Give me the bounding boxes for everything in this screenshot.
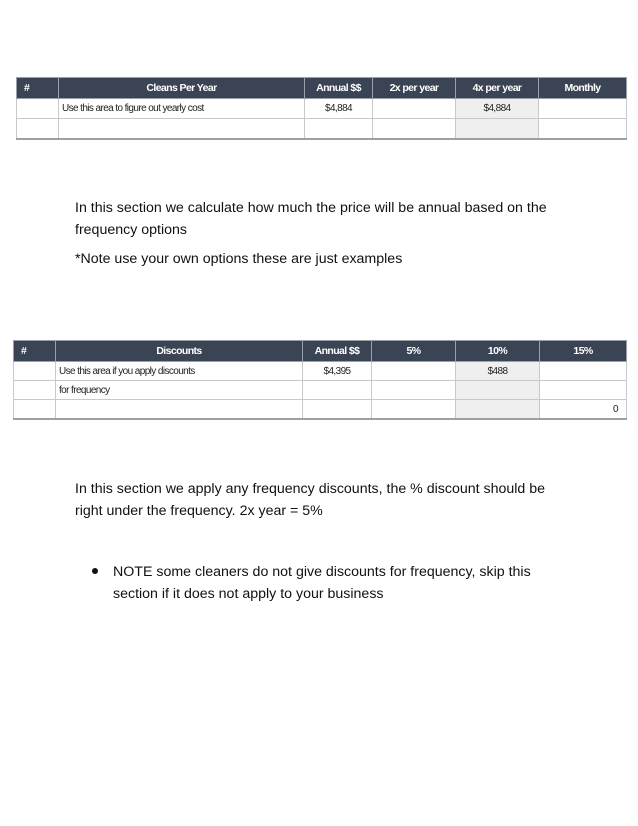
row-description-cell: Use this area to figure out yearly cost xyxy=(59,99,305,119)
table-header-row xyxy=(14,341,627,362)
table-cell xyxy=(372,400,456,420)
table-cell xyxy=(303,400,372,420)
ten-percent-value-cell: $488 xyxy=(456,362,540,381)
cleans-per-year-table xyxy=(16,77,627,140)
column-header-annual: Annual $$ xyxy=(305,78,373,99)
table-cell xyxy=(14,400,56,420)
table-cell xyxy=(539,99,627,119)
column-header-discounts: Discounts xyxy=(56,341,303,362)
table-row xyxy=(14,400,627,420)
table-cell xyxy=(305,119,373,140)
table-cell xyxy=(456,400,540,420)
discount-explanation-paragraph: In this section we apply any frequency discounts, the % discount should be right under the frequency. 2x year = 5% xyxy=(75,481,546,519)
table-cell xyxy=(14,362,56,381)
table-cell xyxy=(17,119,59,140)
column-header-5-percent: 5% xyxy=(372,341,456,362)
column-header-15-percent: 15% xyxy=(540,341,627,362)
column-header-2x-per-year: 2x per year xyxy=(373,78,456,99)
column-header-4x-per-year: 4x per year xyxy=(456,78,539,99)
table-cell xyxy=(303,381,372,400)
table-cell xyxy=(56,400,303,420)
table-cell xyxy=(540,362,627,381)
column-header-annual: Annual $$ xyxy=(303,341,372,362)
bullet-icon xyxy=(92,568,98,574)
four-x-value-cell: $4,884 xyxy=(456,99,539,119)
table-row xyxy=(17,99,627,119)
table-cell xyxy=(539,119,627,140)
table-cell xyxy=(372,381,456,400)
column-header-cleans-per-year: Cleans Per Year xyxy=(59,78,305,99)
table-row xyxy=(14,362,627,381)
table-cell xyxy=(456,119,539,140)
table-cell xyxy=(17,99,59,119)
row-description-cell: for frequency xyxy=(56,381,303,400)
table-cell xyxy=(373,99,456,119)
fifteen-percent-value-cell: 0 xyxy=(540,400,627,420)
column-header-monthly: Monthly xyxy=(539,78,627,99)
table-cell xyxy=(456,381,540,400)
table-cell xyxy=(14,381,56,400)
table-header-row xyxy=(17,78,627,99)
row-description-cell: Use this area if you apply discounts xyxy=(56,362,303,381)
discounts-table xyxy=(13,340,627,420)
table-cell xyxy=(372,362,456,381)
table-cell xyxy=(373,119,456,140)
example-note-paragraph: *Note use your own options these are just examples xyxy=(75,251,403,267)
table-row xyxy=(17,119,627,140)
table-cell xyxy=(59,119,305,140)
annual-value-cell: $4,395 xyxy=(303,362,372,381)
bullet-text: NOTE some cleaners do not give discounts for frequency, skip this section if it does not apply to your business xyxy=(113,564,531,602)
table-row xyxy=(14,381,627,400)
column-header-number: # xyxy=(17,78,59,99)
column-header-10-percent: 10% xyxy=(456,341,540,362)
column-header-number: # xyxy=(14,341,56,362)
table-cell xyxy=(540,381,627,400)
annual-calculation-paragraph: In this section we calculate how much the price will be annual based on the frequency options xyxy=(75,200,547,238)
annual-value-cell: $4,884 xyxy=(305,99,373,119)
